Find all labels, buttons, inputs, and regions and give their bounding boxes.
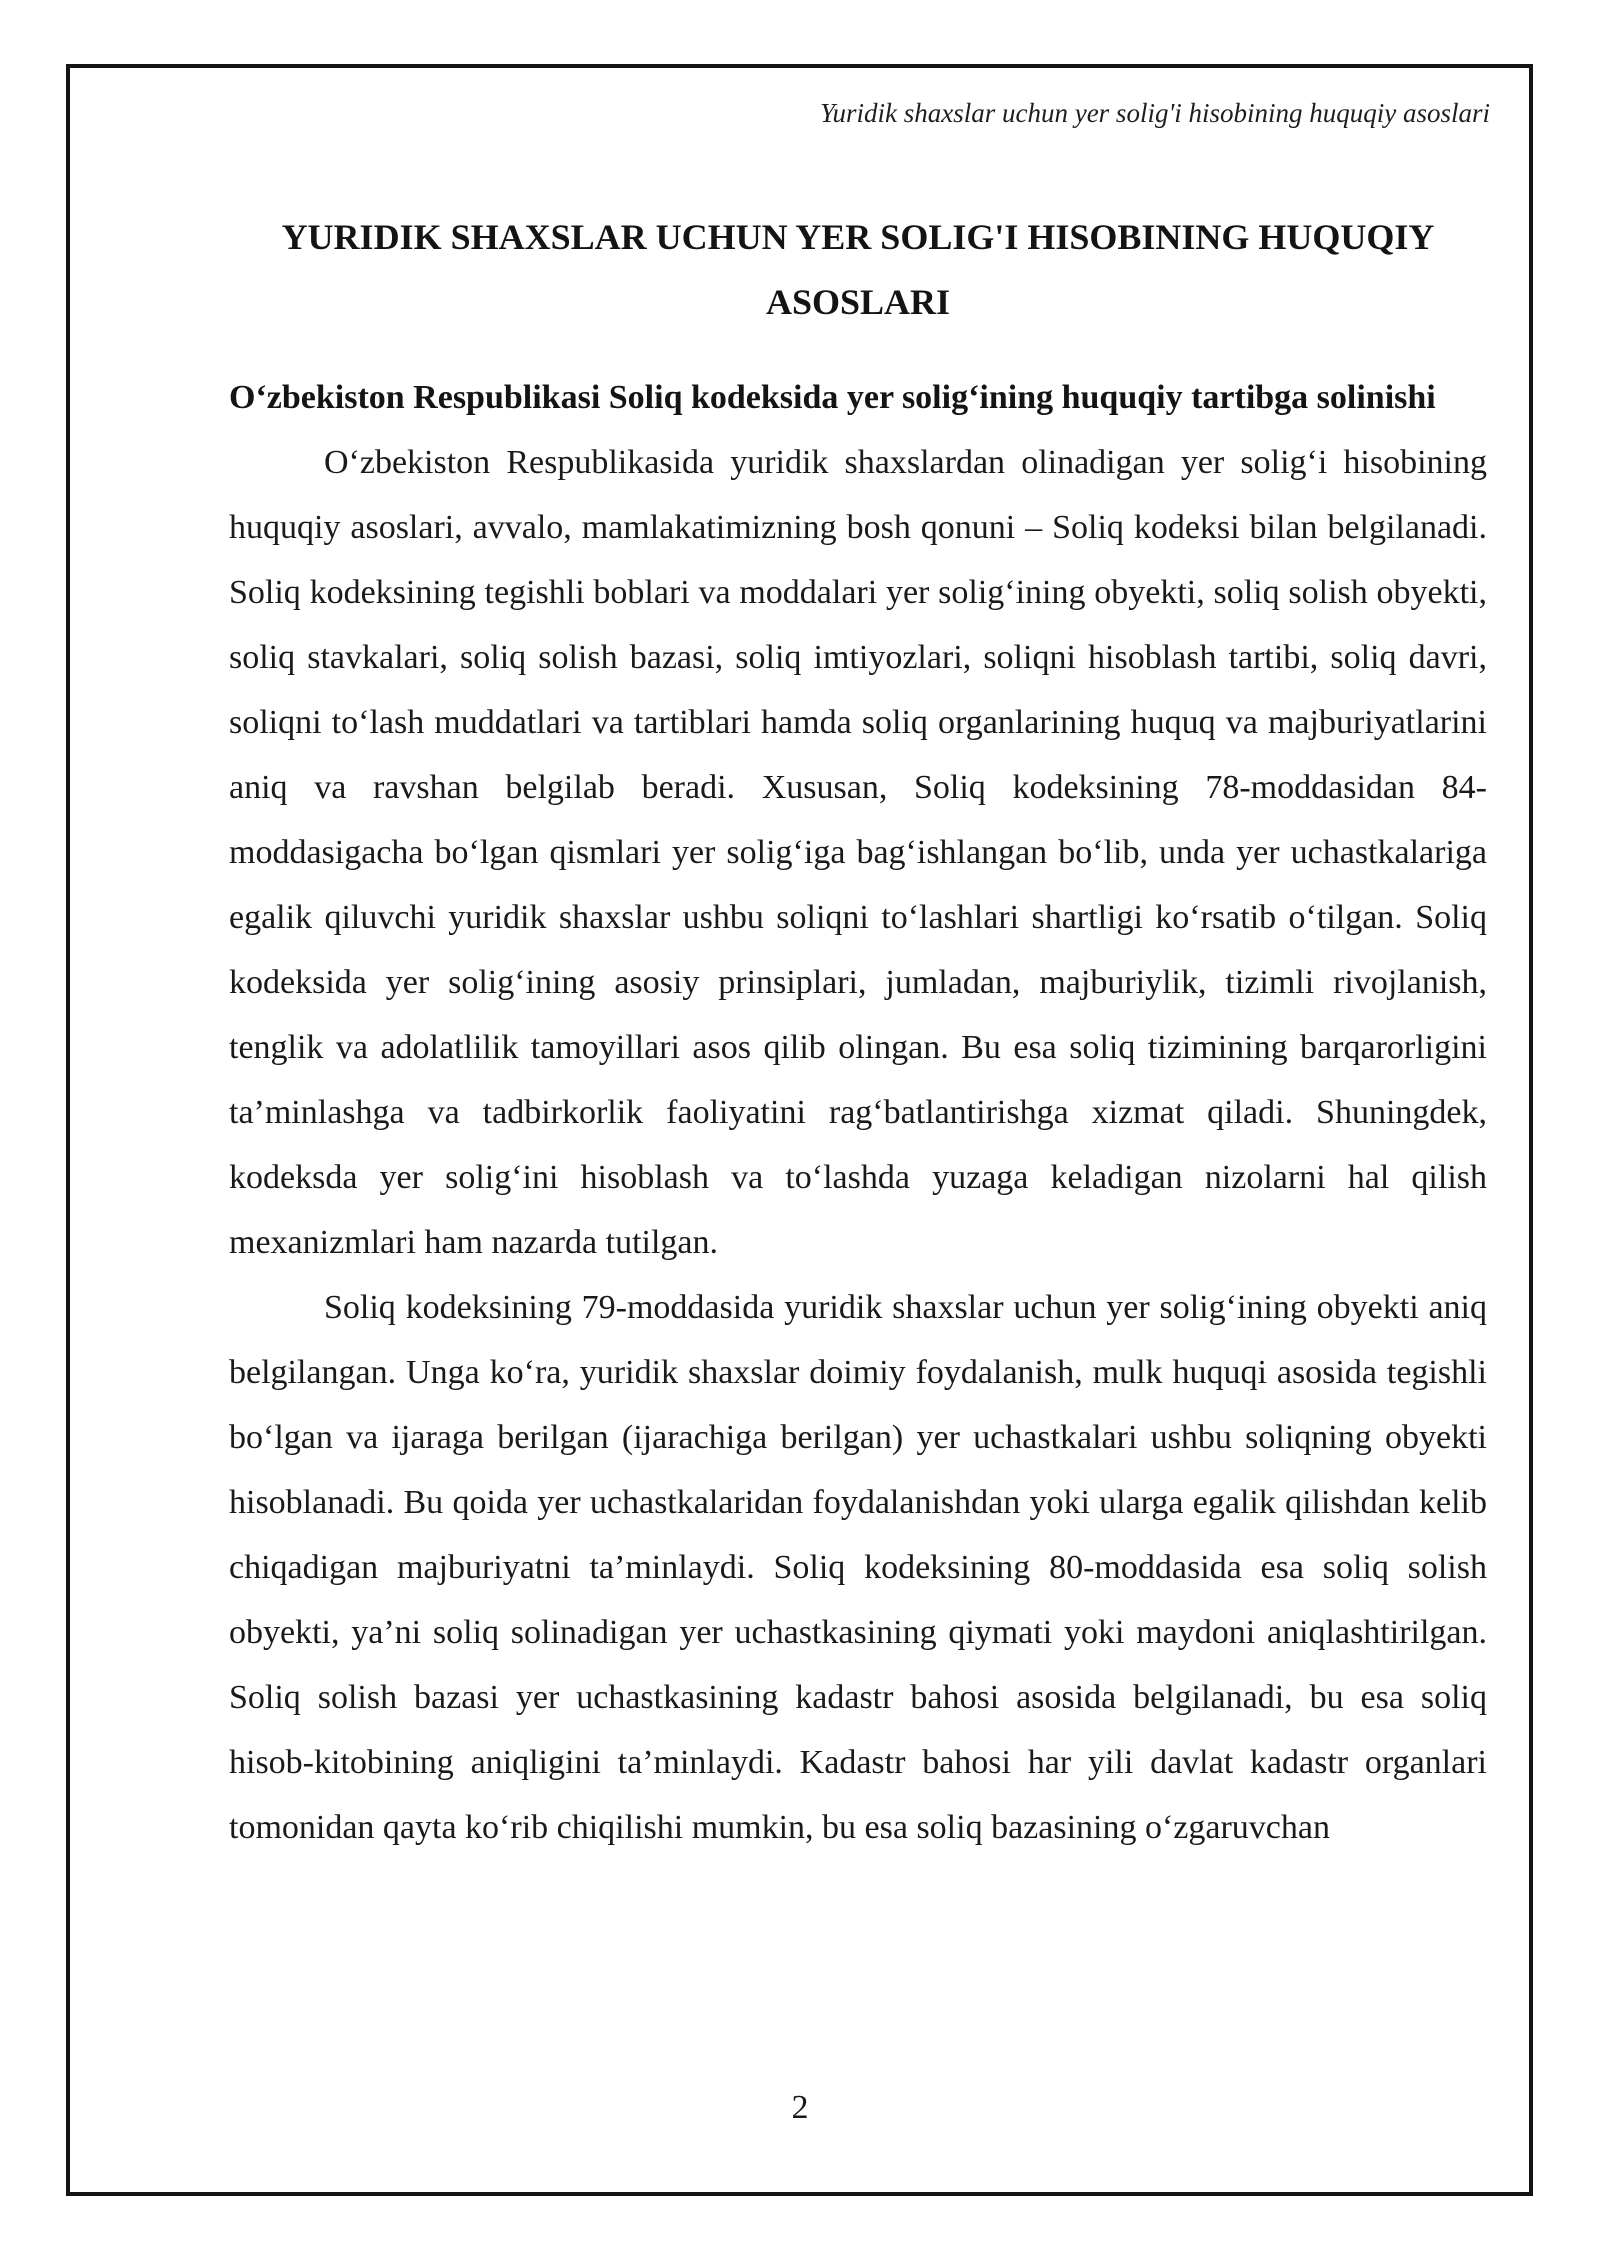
paragraph-1: O‘zbekiston Respublikasida yuridik shaxslardan olinadigan yer solig‘i hisobining huquqiy asoslari, avvalo, mamlakatimizning bosh qonuni – Soliq kodeksi bilan belgilanadi. Soliq kodeksining tegishli boblari va moddalari yer solig‘ining obyekti, soliq solish obyekti, soliq stavkalari, soliq solish bazasi, soliq imtiyozlari, soliqni hisoblash tartibi, soliq davri, soliqni to‘lash muddatlari va tartiblari hamda soliq organlarining huquq va majburiyatlarini aniq va ravshan belgilab beradi. Xususan, Soliq kodeksining 78-moddasidan 84-moddasigacha bo‘lgan qismlari yer solig‘iga bag‘ishlangan bo‘lib, unda yer uchastkalariga egalik qiluvchi yuridik shaxslar ushbu soliqni to‘lashlari shartligi ko‘rsatib o‘tilgan. Soliq kodeksida yer solig‘ining asosiy prinsiplari, jumladan, majburiylik, tizimli rivojlanish, tenglik va adolatlilik tamoyillari asos qilib olingan. Bu esa soliq tizimining barqarorligini ta’minlashga va tadbirkorlik faoliyatini rag‘batlantirishga xizmat qiladi. Shuningdek, kodeksda yer solig‘ini hisoblash va to‘lashda yuzaga keladigan nizolarni hal qilish mexanizmlari ham nazarda tutilgan. [229, 444, 1487, 1261]
paragraph-2: Soliq kodeksining 79-moddasida yuridik shaxslar uchun yer solig‘ining obyekti aniq belgilangan. Unga ko‘ra, yuridik shaxslar doimiy foydalanish, mulk huquqi asosida tegishli bo‘lgan va ijaraga berilgan (ijarachiga berilgan) yer uchastkalari ushbu soliqning obyekti hisoblanadi. Bu qoida yer uchastkalaridan foydalanishdan yoki ularga egalik qilishdan kelib chiqadigan majburiyatni ta’minlaydi. Soliq kodeksining 80-moddasida esa soliq solish obyekti, ya’ni soliq solinadigan yer uchastkasining qiymati yoki maydoni aniqlashtirilgan. Soliq solish bazasi yer uchastkasining kadastr bahosi asosida belgilanadi, bu esa soliq hisob-kitobining aniqligini ta’minlaydi. Kadastr bahosi har yili davlat kadastr organlari tomonidan qayta ko‘rib chiqilishi mumkin, bu esa soliq bazasining o‘zgaruvchan [229, 1289, 1487, 1846]
page-number: 2 [791, 2089, 809, 2126]
document-body [229, 205, 1487, 1860]
running-header: Yuridik shaxslar uchun yer solig'i hisobining huquqiy asoslari [819, 98, 1490, 128]
document-title: YURIDIK SHAXSLAR UCHUN YER SOLIG'I HISOBINING HUQUQIY ASOSLARI [281, 217, 1435, 322]
section-title: O‘zbekiston Respublikasi Soliq kodeksida yer solig‘ining huquqiy tartibga solinishi [229, 379, 1436, 416]
